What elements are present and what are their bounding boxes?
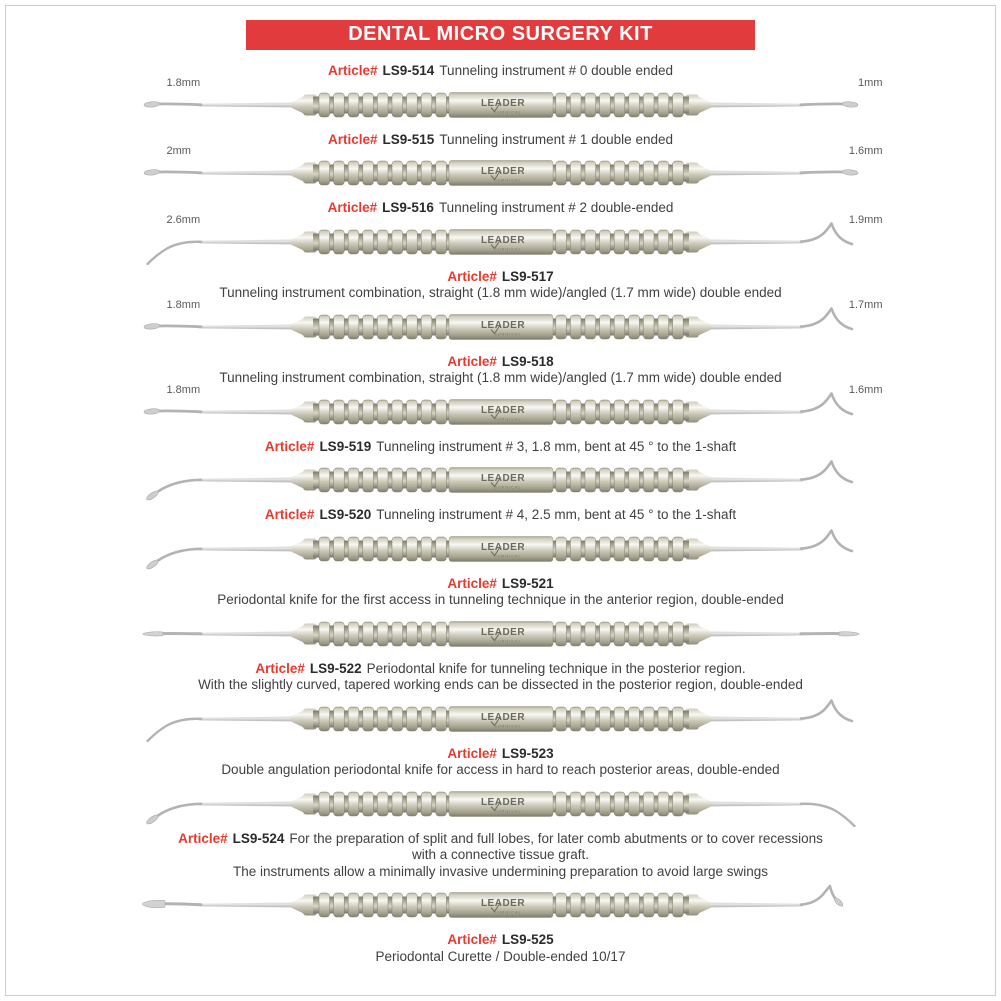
item-description: Tunneling instrument # 1 double ended: [439, 131, 673, 147]
brand-logo-subtext: SURGICAL: [493, 247, 522, 251]
item-description: Double angulation periodontal knife for access in hard to reach posterior areas, double-ended: [221, 762, 780, 777]
item-figure: [139, 76, 883, 128]
instrument-image: [141, 611, 861, 657]
brand-logo-subtext: SURGICAL: [493, 485, 522, 490]
instrument-left-shaft: [199, 324, 291, 329]
instrument-image: [141, 526, 861, 572]
brand-logo-text: LEADER: [480, 796, 525, 808]
instrument-left-tip: [143, 408, 200, 415]
instrument-right-shaft: [711, 546, 803, 551]
article-code: LS9-514: [382, 63, 435, 78]
brand-logo-text: LEADER: [480, 541, 525, 553]
dimension-label-right: 1.6mm: [848, 383, 883, 396]
instrument-image: [141, 219, 861, 265]
article-label: Article#: [264, 438, 315, 454]
item-description: Periodontal knife for tunneling technique in the posterior region.: [366, 660, 746, 676]
article-code: LS9-518: [501, 353, 554, 369]
instrument-image: [141, 150, 861, 196]
item-caption: [6, 200, 995, 217]
product-item: [6, 354, 995, 435]
product-item: [6, 507, 995, 572]
item-figure: [139, 145, 883, 196]
article-line: [6, 507, 995, 524]
article-label: Article#: [447, 745, 497, 761]
dimension-label-left: 1.8mm: [166, 383, 201, 396]
instrument-image: [141, 304, 861, 350]
instrument-right-shaft: [711, 478, 803, 483]
instrument-right-shaft: [711, 409, 803, 414]
product-item: [6, 576, 995, 657]
article-line: [6, 746, 995, 763]
item-figure: [139, 696, 863, 742]
instrument-right-shaft: [711, 239, 803, 244]
brand-logo-text: LEADER: [480, 626, 525, 638]
product-item: [6, 439, 995, 504]
article-code: LS9-519: [319, 438, 372, 454]
item-figure: [139, 526, 863, 572]
article-code: LS9-517: [501, 268, 554, 284]
item-caption: [6, 354, 995, 387]
article-code: LS9-520: [319, 507, 372, 522]
article-label: Article#: [447, 575, 497, 591]
brand-logo-subtext: SURGICAL: [493, 910, 522, 915]
instrument-image: [141, 457, 861, 503]
article-line: [6, 439, 995, 456]
instrument-left-tip: [147, 241, 201, 263]
article-line: [6, 269, 995, 286]
article-code: LS9-515: [382, 131, 435, 147]
item-figure: [139, 298, 883, 350]
product-item: [6, 63, 995, 128]
instrument-left-tip: [145, 803, 201, 825]
article-label: Article#: [327, 200, 378, 215]
brand-logo-text: LEADER: [480, 166, 525, 177]
item-caption: [6, 932, 995, 965]
instrument-right-tip: [801, 393, 852, 414]
brand-logo-subtext: SURGICAL: [493, 110, 522, 114]
dimension-label-right: 1.6mm: [848, 145, 883, 157]
brand-logo-text: LEADER: [480, 319, 525, 331]
article-code: LS9-523: [501, 745, 554, 761]
item-description: For the preparation of split and full lobes, for later comb abutments or to cover recessions: [289, 830, 823, 846]
instrument-right-shaft: [711, 903, 803, 908]
instrument-left-shaft: [199, 102, 291, 107]
item-caption: [6, 63, 995, 80]
product-item: [6, 932, 995, 965]
instrument-left-tip: [142, 631, 201, 635]
instrument-right-shaft: [711, 631, 803, 636]
instrument-left-shaft: [199, 801, 291, 806]
item-description: Tunneling instrument combination, straight (1.8 mm wide)/angled (1.7 mm wide) double ended: [219, 370, 782, 385]
article-line: [6, 661, 995, 678]
item-description: Tunneling instrument # 3, 1.8 mm, bent at 45 ° to the 1-shaft: [376, 438, 737, 454]
instrument-right-shaft: [711, 171, 803, 176]
article-label: Article#: [447, 932, 497, 947]
item-description: Tunneling instrument combination, straight (1.8 mm wide)/angled (1.7 mm wide) double ended: [219, 285, 782, 300]
item-figure: [139, 781, 863, 827]
article-code: LS9-516: [382, 200, 434, 215]
instrument-image: [141, 82, 861, 128]
article-line: [6, 932, 995, 949]
article-code: LS9-522: [309, 660, 362, 676]
catalog-page: [6, 6, 995, 995]
brand-logo-subtext: SURGICAL: [493, 809, 522, 813]
product-item: [6, 269, 995, 350]
item-caption: [6, 507, 995, 524]
article-label: Article#: [447, 268, 497, 284]
instrument-left-shaft: [199, 631, 291, 636]
item-caption: [6, 269, 995, 302]
article-label: Article#: [447, 353, 497, 369]
article-code: LS9-524: [232, 830, 285, 846]
item-figure: [139, 611, 863, 657]
item-description: Tunneling instrument # 4, 2.5 mm, bent at 45 ° to the 1-shaft: [376, 507, 737, 522]
instrument-left-shaft: [199, 171, 291, 176]
item-description: With the slightly curved, tapered working ends can be dissected in the posterior region, double-ended: [198, 677, 803, 692]
instrument-left-shaft: [199, 546, 291, 551]
product-item: [6, 200, 995, 265]
brand-logo-text: LEADER: [480, 404, 525, 416]
instrument-right-tip: [801, 886, 844, 908]
instrument-right-tip: [801, 223, 852, 244]
instrument-left-shaft: [199, 409, 291, 414]
instrument-left-shaft: [199, 239, 291, 244]
instrument-left-shaft: [199, 903, 291, 908]
instrument-right-tip: [801, 101, 858, 108]
instrument-right-tip: [801, 169, 858, 176]
product-item: [6, 661, 995, 742]
brand-logo-subtext: SURGICAL: [493, 332, 522, 336]
item-description: with a connective tissue graft.: [411, 847, 590, 862]
instrument-right-shaft: [711, 801, 803, 806]
instrument-left-tip: [143, 323, 200, 330]
instrument-left-tip: [143, 101, 200, 108]
instrument-image: [141, 882, 861, 928]
article-label: Article#: [178, 830, 228, 846]
article-line: [6, 132, 995, 149]
brand-logo-subtext: SURGICAL: [493, 178, 522, 183]
instrument-left-tip: [142, 900, 201, 908]
dimension-label-right: 1mm: [858, 76, 883, 89]
instrument-right-tip: [801, 308, 852, 329]
item-caption: [6, 746, 995, 779]
page-title: DENTAL MICRO SURGERY KIT: [348, 23, 653, 45]
dimension-label-right: 1.9mm: [848, 213, 883, 226]
instrument-left-tip: [145, 480, 201, 502]
brand-logo-text: LEADER: [480, 473, 525, 484]
article-line: [6, 200, 995, 217]
instrument-right-shaft: [711, 324, 803, 329]
article-label: Article#: [264, 507, 315, 522]
item-figure: [139, 457, 863, 503]
dimension-label-left: 2mm: [166, 145, 191, 157]
item-figure: [139, 213, 883, 265]
product-item: [6, 132, 995, 197]
brand-logo-text: LEADER: [480, 711, 525, 723]
article-line: [6, 354, 995, 371]
item-description: Tunneling instrument # 2 double-ended: [438, 200, 674, 215]
instrument-image: [141, 696, 861, 742]
instrument-left-tip: [145, 548, 201, 570]
instrument-image: [141, 389, 861, 435]
product-list: [6, 63, 995, 965]
instrument-left-tip: [147, 718, 201, 740]
brand-logo-subtext: SURGICAL: [493, 724, 522, 728]
dimension-label-left: 1.8mm: [166, 76, 201, 89]
instrument-left-shaft: [199, 478, 291, 483]
brand-logo-text: LEADER: [480, 898, 525, 909]
article-line: [6, 63, 995, 80]
dimension-label-right: 1.7mm: [848, 298, 883, 311]
item-caption: [6, 831, 995, 881]
article-code: LS9-525: [501, 932, 554, 947]
article-line: [6, 831, 995, 848]
instrument-right-tip: [801, 631, 860, 635]
instrument-right-tip: [801, 462, 852, 483]
article-label: Article#: [328, 63, 378, 78]
instrument-right-shaft: [711, 716, 803, 721]
item-caption: [6, 661, 995, 694]
dimension-label-left: 2.6mm: [166, 213, 201, 226]
item-description: Tunneling instrument # 0 double ended: [439, 63, 673, 78]
instrument-left-shaft: [199, 716, 291, 721]
product-item: [6, 746, 995, 827]
item-caption: [6, 132, 995, 149]
instrument-right-tip: [801, 803, 855, 825]
product-item: [6, 831, 995, 929]
item-description: Periodontal knife for the first access in tunneling technique in the anterior region, double-ended: [217, 592, 784, 607]
brand-logo-subtext: SURGICAL: [493, 639, 522, 643]
brand-logo-text: LEADER: [480, 234, 525, 246]
article-label: Article#: [255, 660, 305, 676]
instrument-right-tip: [801, 700, 852, 721]
instrument-image: [141, 781, 861, 827]
dimension-label-left: 1.8mm: [166, 298, 201, 311]
item-description: The instruments allow a minimally invasive undermining preparation to avoid large swings: [232, 863, 768, 879]
instrument-right-tip: [801, 530, 852, 551]
article-line: [6, 576, 995, 593]
item-description: Periodontal Curette / Double-ended 10/17: [375, 948, 626, 964]
brand-logo-subtext: SURGICAL: [493, 554, 522, 558]
item-figure: [139, 383, 883, 435]
brand-logo-text: LEADER: [480, 97, 525, 109]
instrument-right-shaft: [711, 102, 803, 107]
brand-logo-subtext: SURGICAL: [493, 417, 522, 421]
article-code: LS9-521: [501, 575, 554, 591]
article-label: Article#: [328, 131, 378, 147]
item-caption: [6, 576, 995, 609]
header-banner: [246, 20, 755, 50]
instrument-left-tip: [143, 169, 200, 176]
item-caption: [6, 439, 995, 456]
item-figure: [139, 882, 863, 928]
